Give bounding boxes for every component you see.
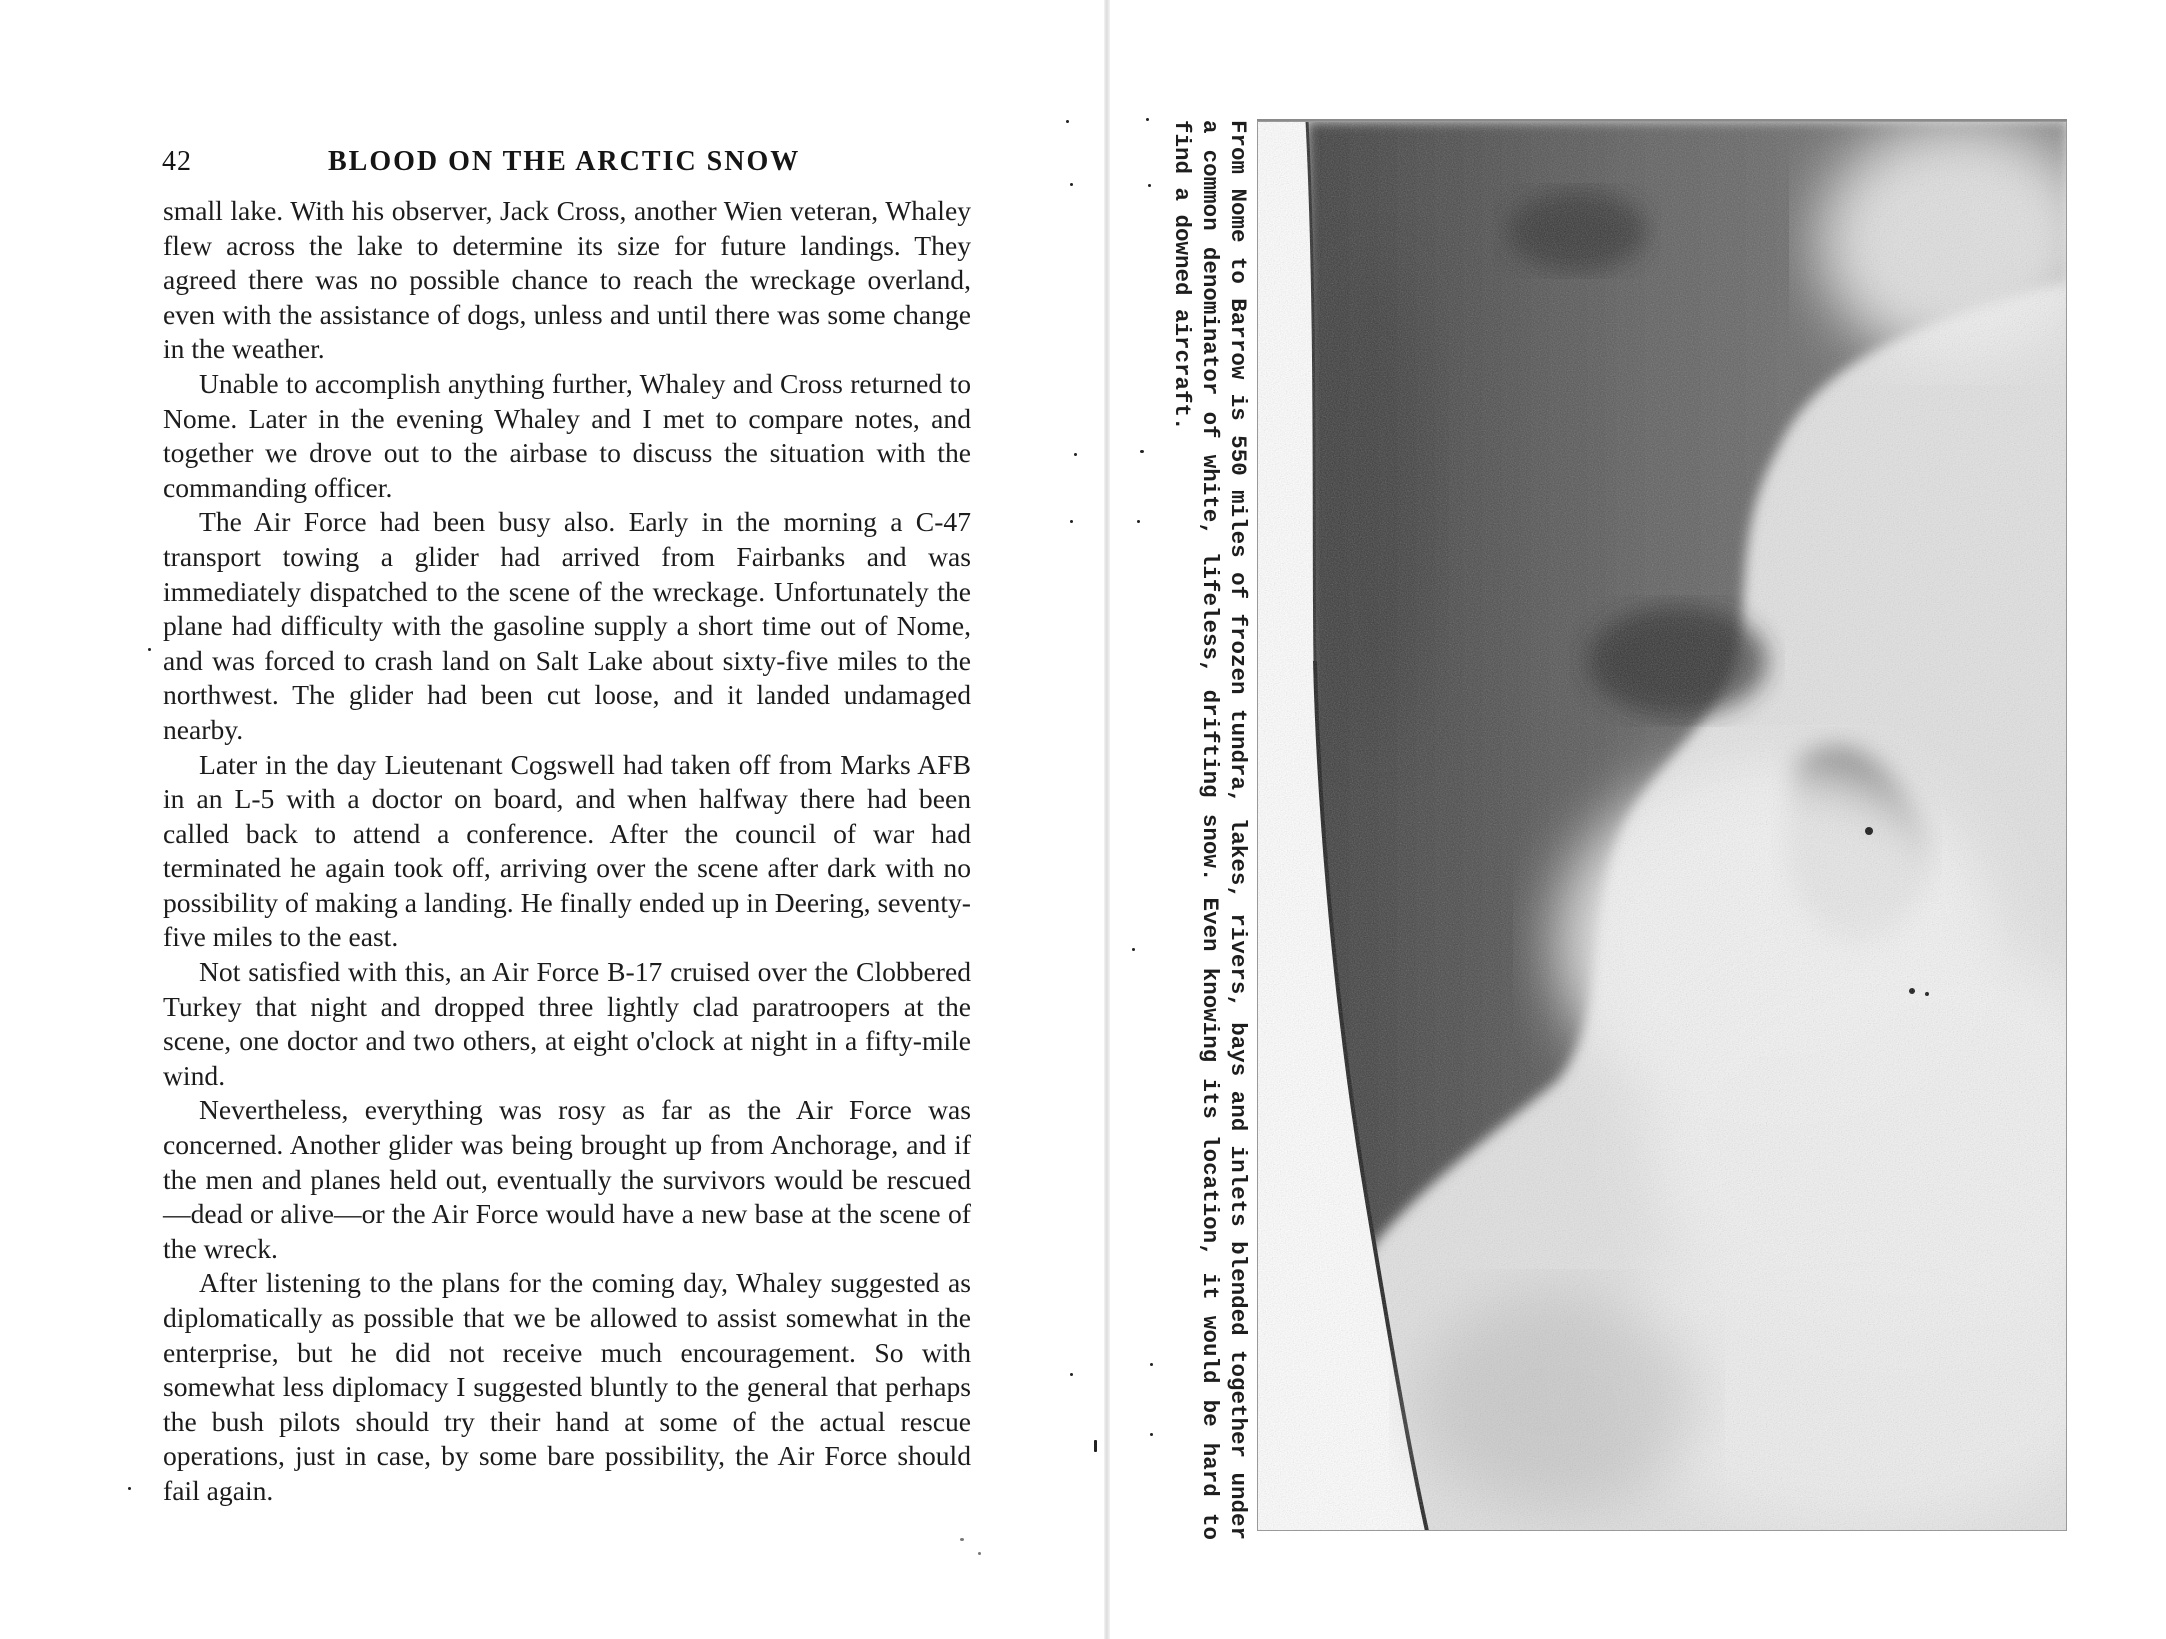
scan-speck xyxy=(1132,948,1135,951)
paragraph-3: The Air Force had been busy also. Early in the morning a C-47 transport towing a glider had arrived from Fairbanks and was immediately dispatched to the scene of the wreckage. Unfortunately the plane had difficulty with the gasoline supply a short time out of Nome, and was forced to crash land on Salt Lake about sixty-five miles to the northwest. The glider had been cut loose, and it landed undamaged nearby. xyxy=(163,506,971,745)
scan-speck xyxy=(1140,450,1144,453)
aerial-snow-photo xyxy=(1257,119,2067,1531)
scan-speck xyxy=(1150,1363,1153,1366)
scan-speck xyxy=(1066,120,1069,123)
scan-speck xyxy=(1150,1433,1153,1436)
scan-speck xyxy=(148,648,151,651)
paragraph-6: Nevertheless, everything was rosy as far as the Air Force was concerned. Another glider was being brought up from Anchorage, and if the men and planes held out, eventually the survivors would be rescued—dead or alive—or the Air Force would have a new base at the scene of the wreck. xyxy=(163,1094,971,1264)
page-number: 42 xyxy=(162,146,192,177)
scan-speck xyxy=(128,1487,131,1490)
scan-speck xyxy=(1094,1440,1097,1452)
photo-caption-column xyxy=(1169,118,1258,1540)
scan-speck xyxy=(1146,118,1149,121)
photo-caption: From Nome to Barrow is 550 miles of frozen tundra, lakes, rivers, bays and inlets blended together under a common denominator of white, lifeless, drifting snow. Even knowing its location, it would be hard to find a downed aircraft. xyxy=(1169,120,1251,1540)
scan-speck xyxy=(1070,1373,1073,1376)
scan-speck xyxy=(1074,453,1077,456)
page-header xyxy=(160,146,970,186)
paragraph-2: Unable to accomplish anything further, Whaley and Cross returned to Nome. Later in the evening Whaley and I met to compare notes, and together we drove out to the airbase to discuss the situation with the commanding officer. xyxy=(163,367,971,503)
scan-speck xyxy=(960,1538,964,1541)
scan-speck xyxy=(1137,520,1140,523)
paragraph-4: Later in the day Lieutenant Cogswell had taken off from Marks AFB in an L-5 with a doctor on board, and when halfway there had been called back to attend a conference. After the council of war had terminated he again took off, arriving over the scene after dark with no possibility of making a landing. He finally ended up in Deering, seventy-five miles to the east. xyxy=(163,748,971,953)
body-text xyxy=(163,194,971,1509)
scan-speck xyxy=(1070,520,1073,523)
paragraph-5: Not satisfied with this, an Air Force B-17 cruised over the Clobbered Turkey that night and dropped three lightly clad paratroopers at the scene, one doctor and two others, at eight o'clock at night in a fifty-mile wind. xyxy=(163,956,971,1091)
scan-speck xyxy=(978,1552,981,1555)
scan-speck xyxy=(1148,184,1151,187)
running-head: BLOOD ON THE ARCTIC SNOW xyxy=(328,146,801,177)
paragraph-7: After listening to the plans for the coming day, Whaley suggested as diplomatically as possible that we be allowed to assist somewhat in the enterprise, but he did not receive much encouragement. So with somewhat less diplomacy I suggested bluntly to the general that perhaps the bush pilots should try their hand at some of the actual rescue operations, just in case, by some bare possibility, the Air Force should fail again. xyxy=(163,1267,971,1506)
scan-speck xyxy=(1070,183,1073,186)
paragraph-1: small lake. With his observer, Jack Cross, another Wien veteran, Whaley flew across the lake to determine its size for future landings. They agreed there was no possible chance to reach the wreckage overland, even with the assistance of dogs, unless and until there was some change in the weather. xyxy=(163,195,971,365)
